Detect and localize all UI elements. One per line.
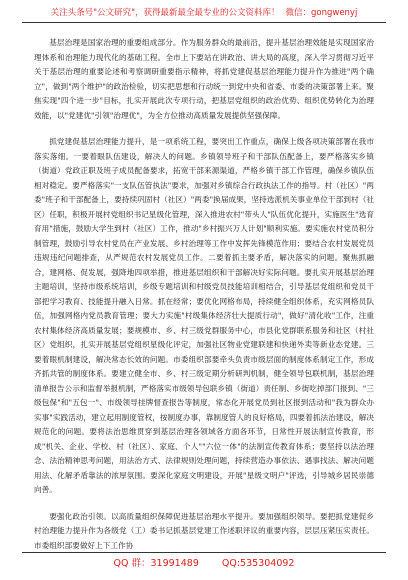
paragraph-2: 抓党建促基层治理能力提升，是一项系统工程，要突出工作重点，确保上级各项决策部署在我市落实落细。一要着眼队伍建设，解决人的问题。乡镇领导班子和干部队伍配备上，要严格落实乡镇（街道）党政正职及班子成员配备要求，拓宽干部来源渠道，严格乡镇干部工作管理，确保乡镇队伍相对稳定。要严格落实"一支队伍管执法"要求，加强对乡镇综合行政执法工作的指导。村（社区）"两委"班子和干部配备上，要持续巩固村（社区）"两委"换届成果，坚持选派机关事业单位干部到村（社区）任职，积极开展村党组织书记星级化管理，深入推进农村"带头人"队伍优化提升，实施医生"选育育用"措施，鼓励大学生到村（社区）工作，推动"乡村振兴万人计划"顺利实施。要实施农村党员积分制管理，鼓励引导农村党员在产业发展、乡村治理等工作中发挥先锋模范作用；要结合农村发展党员违规违纪问题排查，从严规范农村发展党员工作。二要着抓主要矛盾，解决落实的问题。聚焦抓融合，建网格、促发展，强降地四项举措，推进基层组织和干部解决好实际问题。要扎实开展基层治理主题培训，坚持市级系统培训，乡级专题培训和村级党员技能培训相结合，引导基层党组织和党员干部把学习教育、技能提升融入日常。抓在经常；要优化网格布局，持续健全组织体系，充实网格员队伍，加强网格内党员教育管理；要大力实施"村级集体经济壮大提质行动"，做好"清化收"工作，注重农村集体经济高质量发展；要规模市、乡、村三级党群服务中心，市县化党群联系服务和社区（村社区）党组织，扎实开展基层党组织星级化评定，加强社区物业党建联建和快递外卖等新业态党建。三要着眼机制建设，解决常态长效的问题。市委组织部要牵头负责市级层面的制度体系制定工作，形成齐抓共管的制度体系。要建立健全市、乡、村三级定期分析研判机制，健全领导包联机制，基层治理清单报告公示和监督举报机制，严格落实市级领导包联乡镇（街道）责任制、乡街吃掉部门报到、"三级包保"和"五包一"、市级领导挂牌督查报告等制度，常态化开展党员到社区报到活动和"我为群众办实事"实践活动，建立起用制度管权，按制度办事，靠制度管人的良好格局，四要着抓法治建设，解决规范化的问题。要将法治思维贯穿到基层治理各领域各方面各环节，日常性开展法制宣传教育，形成"机关、企业、学校、村（社区）、家庭、个人""六位一体"的法制宣传教育体系；要坚持以法治理念、法治精神思考问题，用法治方式、法律规则处理问题，持续营造办事依法、遇事找法、解决问题用法、化解矛盾靠法的浓厚氛围。要深化家庭文明建设，开展"星级文明户"评选，引导城乡居民崇德向善。 bbox=[34, 137, 374, 494]
footer bbox=[0, 558, 408, 570]
paragraph-3: 要强化政治引领。以高质量组织保障促进基层治理水平提升。要加强组织领导。要把抓党建促乡村治理能力提升作为各级党（工）委书记抓基层党建工作述职评议的重要内容，层层压紧压实责任。市委组织部要做好上下工作协 bbox=[34, 511, 374, 550]
header-banner bbox=[0, 8, 408, 18]
banner-wechat: 微信：gongwenyj bbox=[285, 8, 358, 18]
banner-text: 关注头条号"公文研究"，获得最新最全最专业的公文资料库！ bbox=[50, 8, 280, 18]
header-rule bbox=[22, 22, 386, 23]
footer-qq-group: QQ 群：31991489 bbox=[113, 558, 199, 569]
document-body bbox=[34, 36, 374, 553]
footer-qq: QQ:535304092 bbox=[221, 558, 295, 569]
paragraph-1: 基层治理是国家治理的重要组成部分。作为服务群众的最前沿，提升基层治理效能是实现国家治理体系和治理能力现代化的基础工程。全市上下要站在讲政治、讲大局的高度，深入学习贯彻习近平关于基层治理的重要论述和考察调研重要指示精神，将抓党建促基层治理能力提升作为推进"两个确立"，做到"两个维护"的政治检验，切实把思想和行动统一到党中央和省委、市委的决策部署上来。聚焦实现"四个进一步"目标，扎实开展此次专项行动，把基层党组织的政治优势、组织优势转化为治理效能，以"党建优"引领"治理优"，为全方位推动高质量发展提供坚强保障。 bbox=[34, 38, 374, 120]
footer-rule bbox=[22, 552, 386, 553]
